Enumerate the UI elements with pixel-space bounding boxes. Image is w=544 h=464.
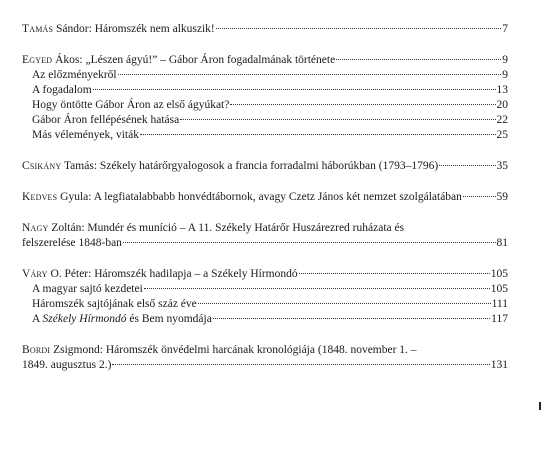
author-surname: Kedves	[22, 191, 58, 203]
page-number: 59	[496, 191, 508, 203]
toc-line	[22, 190, 508, 205]
dot-leader	[336, 58, 501, 60]
article-title: Háromszék hadilapja – a Székely Hírmondó	[94, 268, 298, 280]
dot-leader	[198, 302, 491, 304]
subsection-title: Más vélemények, viták	[32, 129, 139, 141]
toc-entry	[22, 190, 508, 205]
dot-leader	[230, 103, 495, 105]
dot-leader	[180, 118, 495, 120]
page-number: 105	[490, 283, 508, 295]
subsection-title: A fogadalom	[32, 84, 92, 96]
scan-edge-mark	[539, 402, 541, 410]
toc-text	[22, 267, 298, 282]
toc-line	[22, 267, 508, 282]
toc-line	[22, 358, 508, 373]
table-of-contents	[22, 22, 508, 389]
article-title-continued: felszerelése 1848-ban	[22, 237, 122, 249]
subsection-title: A magyar sajtó kezdetei	[32, 283, 143, 295]
dot-leader	[463, 195, 496, 197]
page-number: 81	[496, 237, 508, 249]
author-given: Gyula:	[57, 191, 94, 203]
subsection-title-post: és Bem nyomdája	[126, 313, 212, 325]
toc-entry	[22, 343, 508, 373]
subsection-title: Hogy öntötte Gábor Áron az első ágyúkat?	[32, 99, 230, 111]
toc-line	[22, 159, 508, 174]
article-title: Mundér és muníció – A 11. Székely Határőr Huszárezred ruházata és	[87, 222, 405, 234]
toc-subline	[22, 297, 508, 312]
article-title: Székely határőrgyalogosok a francia forradalmi háborúkban (1793–1796)	[99, 160, 439, 172]
dot-leader	[213, 317, 490, 319]
article-title-continued: 1849. augusztus 2.)	[22, 359, 112, 371]
toc-subline	[22, 98, 508, 113]
dot-leader	[93, 88, 496, 90]
toc-subline	[22, 282, 508, 297]
dot-leader	[112, 363, 489, 365]
author-surname: Váry	[22, 268, 48, 280]
subsection-title: Az előzményekről	[32, 69, 117, 81]
page-number: 117	[491, 313, 508, 325]
dot-leader	[144, 287, 490, 289]
toc-text	[22, 159, 438, 174]
toc-line	[22, 53, 508, 68]
article-title: A legfiatalabbabb honvédtábornok, avagy Czetz János két nemzet szolgálatában	[93, 191, 462, 203]
toc-entry	[22, 53, 508, 143]
subsection-title-pre: A	[32, 313, 43, 325]
author-given: Tamás:	[61, 160, 100, 172]
page-number: 131	[490, 359, 508, 371]
toc-entry	[22, 221, 508, 251]
article-title: Háromszék önvédelmi harcának kronológiája (1848. november 1. –	[105, 344, 417, 356]
page-number: 105	[490, 268, 508, 280]
subsection-title: Gábor Áron fellépésének hatása	[32, 114, 180, 126]
toc-entry	[22, 159, 508, 174]
author-surname: Csikány	[22, 160, 62, 172]
toc-line	[22, 343, 508, 358]
newspaper-name: Székely Hírmondó	[42, 313, 127, 325]
toc-text	[22, 22, 215, 37]
dot-leader	[123, 241, 496, 243]
author-given: Ákos:	[52, 54, 86, 66]
toc-line	[22, 22, 508, 37]
author-given: Zoltán:	[48, 222, 88, 234]
page-number: 20	[496, 99, 508, 111]
page-number: 35	[496, 160, 508, 172]
author-given: Sándor:	[53, 23, 95, 35]
toc-entry	[22, 267, 508, 327]
toc-subline	[22, 128, 508, 143]
page-number: 25	[496, 129, 508, 141]
article-title: „Lészen ágyú!” – Gábor Áron fogadalmának története	[85, 54, 336, 66]
page-number: 9	[502, 69, 508, 81]
dot-leader	[118, 73, 502, 75]
page-number: 22	[496, 114, 508, 126]
article-title: Háromszék nem alkuszik!	[94, 23, 215, 35]
page-number: 9	[502, 54, 508, 66]
dot-leader	[299, 272, 490, 274]
toc-text	[22, 53, 335, 68]
page-number: 7	[502, 23, 508, 35]
dot-leader	[216, 27, 501, 29]
toc-subline	[22, 68, 508, 83]
author-given: Zsigmond:	[50, 344, 106, 356]
author-surname: Nagy	[22, 222, 49, 234]
dot-leader	[140, 133, 496, 135]
toc-entry	[22, 22, 508, 37]
toc-text	[22, 190, 462, 205]
toc-line	[22, 221, 508, 236]
toc-line	[22, 236, 508, 251]
author-given: O. Péter:	[47, 268, 95, 280]
dot-leader	[439, 164, 495, 166]
author-surname: Tamás	[22, 23, 54, 35]
author-surname: Egyed	[22, 54, 53, 66]
toc-subline	[22, 113, 508, 128]
author-surname: Bordi	[22, 344, 51, 356]
page-number: 111	[491, 298, 508, 310]
toc-subline	[22, 83, 508, 98]
page-number: 13	[496, 84, 508, 96]
subsection-title: Háromszék sajtójának első száz éve	[32, 298, 197, 310]
toc-subline	[22, 312, 508, 327]
subsection-title	[32, 312, 212, 327]
